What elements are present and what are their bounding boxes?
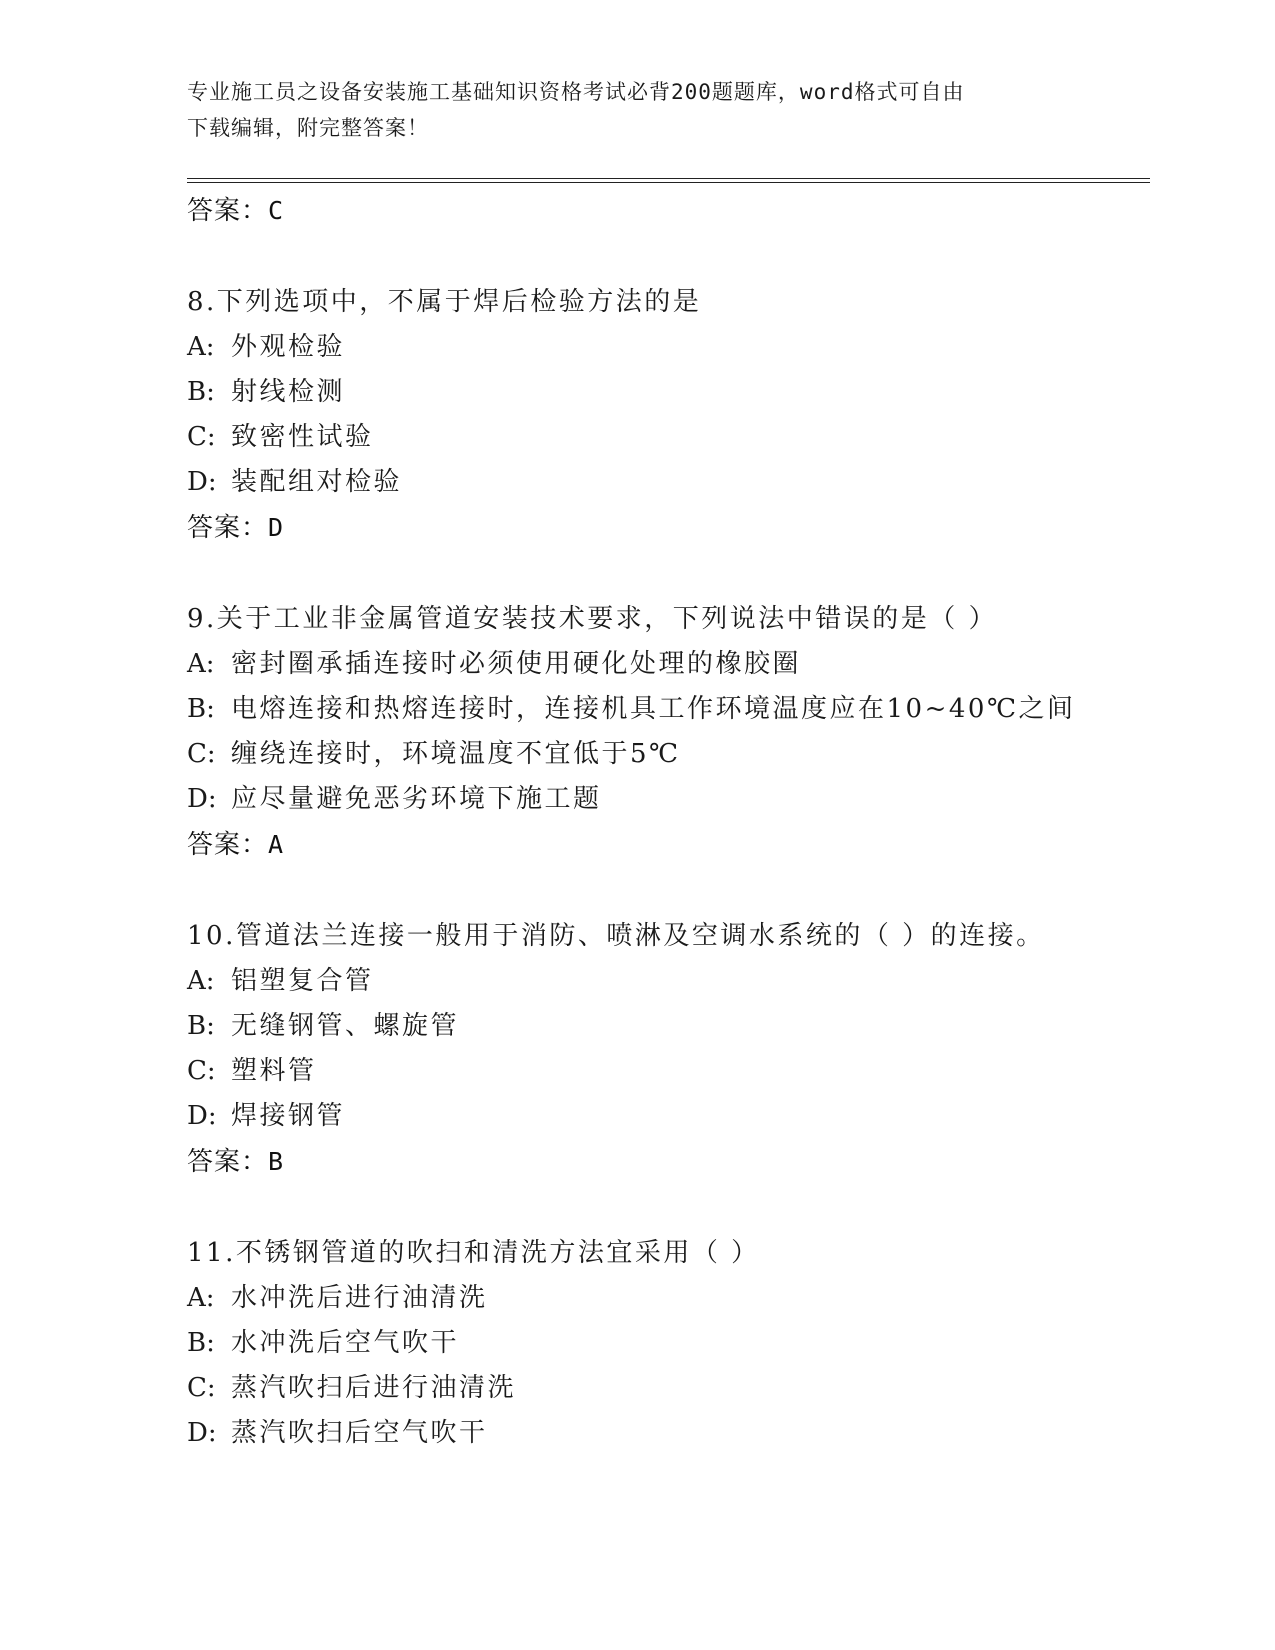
question-stem: 11.不锈钢管道的吹扫和清洗方法宜采用（ ） [187,1238,760,1268]
option-letter: C: [187,422,216,452]
question-option [187,732,1087,777]
option-text: 塑料管 [231,1056,317,1086]
option-text: 焊接钢管 [231,1101,346,1131]
option-letter: D: [187,1418,217,1448]
option-text: 外观检验 [231,332,346,362]
option-text: 水冲洗后空气吹干 [231,1328,460,1358]
question-option [187,1321,1087,1366]
answer-line [187,505,1087,550]
option-letter: B: [187,694,215,724]
option-letter: A: [187,966,215,996]
header-divider-top [187,178,1150,179]
option-letter: A: [187,332,215,362]
answer-label: 答案： [187,513,269,543]
option-letter: B: [187,1011,215,1041]
question-option [187,1004,1087,1049]
question-option [187,460,1087,505]
question-option [187,1411,1087,1456]
question-stem: 8.下列选项中，不属于焊后检验方法的是 [187,287,702,317]
answer-line [187,1139,1087,1184]
option-letter: C: [187,1056,216,1086]
question-option [187,642,1087,687]
option-letter: A: [187,1283,215,1313]
option-text: 无缝钢管、螺旋管 [231,1011,460,1041]
option-text: 缠绕连接时，环境温度不宜低于5℃ [231,739,681,769]
question-list [187,188,1087,1456]
option-letter: D: [187,467,217,497]
option-text: 蒸汽吹扫后空气吹干 [231,1418,488,1448]
option-text: 铝塑复合管 [231,966,374,996]
header-divider-bottom [187,182,1150,183]
option-letter: B: [187,1328,215,1358]
question-gap [187,1184,1087,1231]
header-line-1: 专业施工员之设备安装施工基础知识资格考试必背200题题库，word格式可自由 [187,80,965,104]
question-gap [187,233,1087,280]
question-option [187,1366,1087,1411]
header-line-2: 下载编辑，附完整答案！ [187,116,429,140]
option-letter: B: [187,377,215,407]
option-text: 装配组对检验 [231,467,403,497]
answer-value: A [268,830,285,859]
answer-value: D [268,513,285,542]
option-text: 水冲洗后进行油清洗 [231,1283,488,1313]
option-text: 电熔连接和热熔连接时，连接机具工作环境温度应在10~40℃之间 [231,694,1076,724]
option-text: 蒸汽吹扫后进行油清洗 [231,1373,517,1403]
option-letter: D: [187,784,217,814]
question-option [187,1276,1087,1321]
answer-line-prev [187,188,1087,233]
question-option [187,325,1087,370]
question-stem: 10.管道法兰连接一般用于消防、喷淋及空调水系统的（ ）的连接。 [187,921,1045,951]
answer-value: B [268,1147,285,1176]
question-option [187,777,1087,822]
answer-label: 答案： [187,196,269,226]
option-letter: C: [187,1373,216,1403]
question-stem: 9.关于工业非金属管道安装技术要求，下列说法中错误的是（ ） [187,604,998,634]
option-letter: D: [187,1101,217,1131]
question-gap [187,550,1087,597]
answer-value: C [268,196,285,225]
question-option [187,370,1087,415]
answer-label: 答案： [187,1147,269,1177]
document-header [187,74,1067,146]
option-letter: C: [187,739,216,769]
question-option [187,1049,1087,1094]
option-letter: A: [187,649,215,679]
question-option [187,687,1087,732]
answer-label: 答案： [187,830,269,860]
question-option [187,1094,1087,1139]
option-text: 密封圈承插连接时必须使用硬化处理的橡胶圈 [231,649,802,679]
question-gap [187,867,1087,914]
question-option [187,415,1087,460]
answer-line [187,822,1087,867]
option-text: 应尽量避免恶劣环境下施工题 [231,784,602,814]
option-text: 致密性试验 [231,422,374,452]
question-option [187,959,1087,1004]
option-text: 射线检测 [231,377,346,407]
